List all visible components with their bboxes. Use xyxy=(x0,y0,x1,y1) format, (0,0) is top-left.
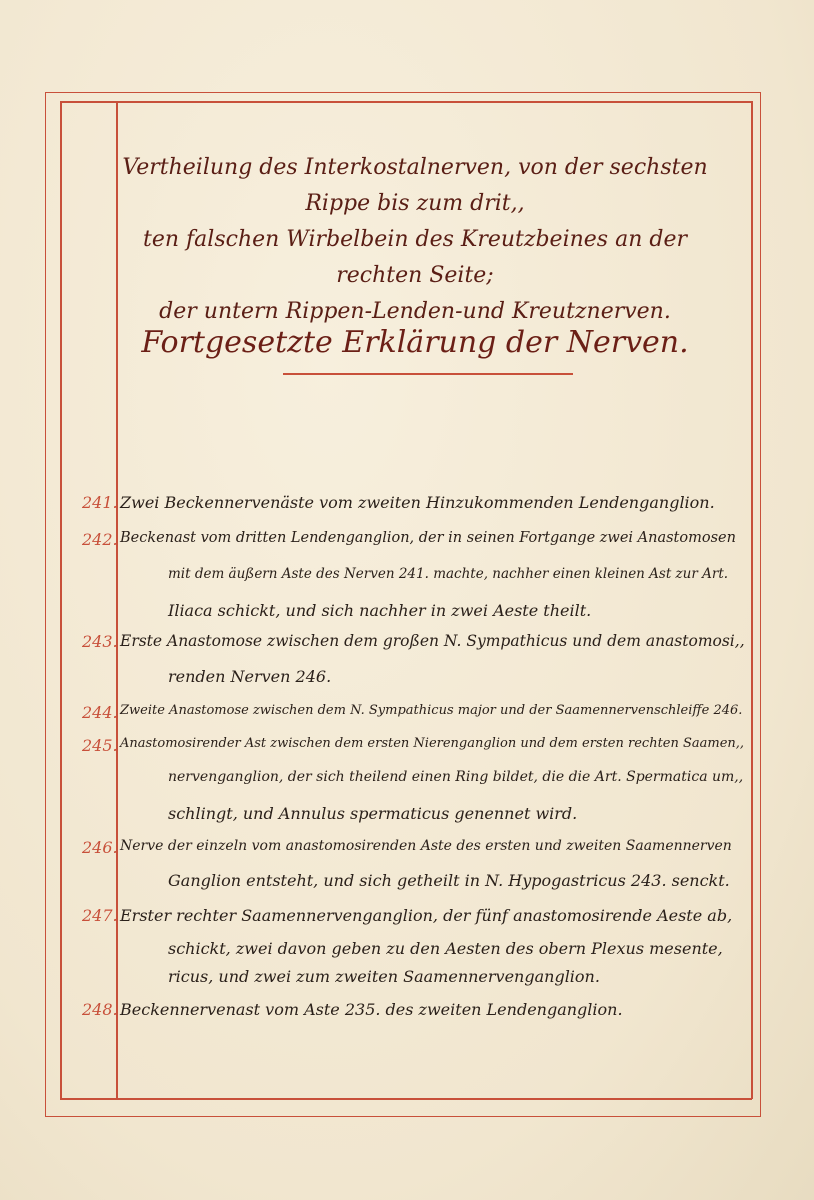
entry-number: 244. xyxy=(82,703,118,722)
title-line-3: der untern Rippen-Lenden-und Kreutznerven. xyxy=(159,299,671,324)
section-heading: Fortgesetzte Erklärung der Nerven. xyxy=(141,325,689,360)
entry-line: Ganglion entsteht, und sich getheilt in N. Hypogastricus 243. senckt. xyxy=(168,871,730,890)
entry-number: 245. xyxy=(82,736,118,755)
entry-line: schlingt, und Annulus spermaticus genennet wird. xyxy=(168,804,578,823)
entry-number: 241. xyxy=(82,493,118,512)
entry-line: Erster rechter Saamennervenganglion, der fünf anastomosirende Aeste ab, xyxy=(120,906,733,925)
entry-line: Anastomosirender Ast zwischen dem ersten Nierenganglion und dem ersten rechten Saamen,, xyxy=(120,736,745,751)
entry-line: Beckennervenast vom Aste 235. des zweiten Lendenganglion. xyxy=(120,1000,623,1019)
page-title xyxy=(100,150,730,330)
entry-line: Beckenast vom dritten Lendenganglion, der in seinen Fortgange zwei Anastomosen xyxy=(120,530,736,546)
entry-line: mit dem äußern Aste des Nerven 241. machte, nachher einen kleinen Ast zur Art. xyxy=(168,566,729,582)
entry-line: schickt, zwei davon geben zu den Aesten des obern Plexus mesente, xyxy=(168,939,723,958)
entry-line: renden Nerven 246. xyxy=(168,667,332,686)
entry-line: Erste Anastomose zwischen dem großen N. Sympathicus und dem anastomosi,, xyxy=(120,632,745,650)
entry-line: ricus, und zwei zum zweiten Saamennervenganglion. xyxy=(168,967,600,986)
inner-frame-top xyxy=(60,101,752,103)
entry-line: Iliaca schickt, und sich nachher in zwei Aeste theilt. xyxy=(168,601,592,620)
title-line-1: Vertheilung des Interkostalnerven, von der sechsten Rippe bis zum drit,, xyxy=(122,155,708,216)
inner-frame-left xyxy=(60,101,62,1099)
inner-frame-bottom xyxy=(60,1098,752,1100)
entry-line: Zwei Beckennervenäste vom zweiten Hinzukommenden Lendenganglion. xyxy=(120,493,715,512)
entry-number: 247. xyxy=(82,906,118,925)
entry-number: 243. xyxy=(82,632,118,651)
entry-line: nervenganglion, der sich theilend einen Ring bildet, die die Art. Spermatica um,, xyxy=(168,769,744,785)
heading-underline xyxy=(283,373,573,375)
entry-number: 248. xyxy=(82,1000,118,1019)
title-line-2: ten falschen Wirbelbein des Kreutzbeines an der rechten Seite; xyxy=(143,227,687,288)
entry-line: Nerve der einzeln vom anastomosirenden Aste des ersten und zweiten Saamennerven xyxy=(120,838,732,854)
entry-line: Zweite Anastomose zwischen dem N. Sympathicus major und der Saamennervenschleiffe 246. xyxy=(120,703,743,718)
inner-frame-right xyxy=(751,101,753,1099)
entry-number: 242. xyxy=(82,530,118,549)
entry-number: 246. xyxy=(82,838,118,857)
